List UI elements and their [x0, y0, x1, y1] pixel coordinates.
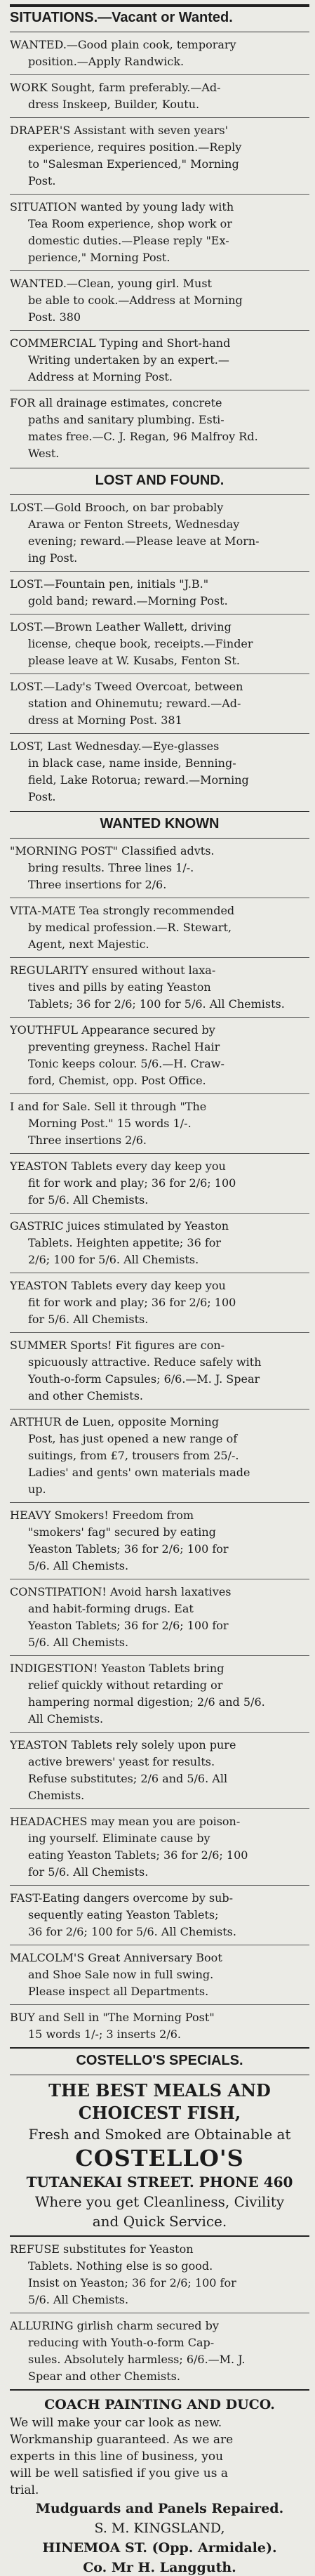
classified-ad	[10, 499, 309, 567]
classified-ad	[10, 902, 309, 953]
classified-ad	[10, 122, 309, 190]
ad-line: Post, has just opened a new range of	[28, 1432, 238, 1445]
coach-body-line: will be well satisfied if you give us a	[10, 2466, 228, 2480]
ad-line: Post.	[28, 174, 56, 188]
ad-line: to "Salesman Experienced," Morning	[28, 157, 239, 171]
lost-rule	[10, 494, 309, 495]
coach-name: S. M. KINGSLAND,	[94, 2521, 225, 2536]
classified-ad	[10, 199, 309, 266]
costello-name: COSTELLO'S	[75, 2145, 244, 2171]
ad-line: LOST.—Gold Brooch, on bar probably	[10, 501, 224, 514]
ad-line: spicuously attractive. Reduce safely with	[28, 1355, 262, 1369]
ad-separator	[10, 330, 309, 331]
classified-ad	[10, 619, 309, 669]
ad-line: All Chemists.	[28, 1712, 104, 1726]
ad-separator	[10, 1732, 309, 1733]
ad-line: Please inspect all Departments.	[28, 1985, 209, 1998]
ad-line: ing yourself. Eliminate cause by	[28, 1832, 210, 1845]
ad-line: VITA-MATE Tea strongly recommended	[10, 904, 235, 917]
ad-line: domestic duties.—Please reply "Ex-	[28, 234, 229, 247]
ad-line: reducing with Youth-o-form Cap-	[28, 2336, 215, 2349]
ad-line: mates free.—C. J. Regan, 96 Malfroy Rd.	[28, 430, 258, 443]
ad-separator	[10, 74, 309, 75]
ad-line: hampering normal digestion; 2/6 and 5/6.	[28, 1695, 265, 1709]
ad-line: Tablets. Heighten appetite; 36 for	[28, 1236, 222, 1249]
ad-line: SUMMER Sports! Fit figures are con-	[10, 1339, 225, 1352]
classified-ad	[10, 1414, 309, 1498]
classified-ad	[10, 1584, 309, 1651]
classified-ad	[10, 1813, 309, 1881]
ad-line: in black case, name inside, Benning-	[28, 756, 236, 770]
ad-line: BUY and Sell in "The Morning Post"	[10, 2011, 215, 2024]
classified-ad	[10, 335, 309, 386]
ad-line: Youth-o-form Capsules; 6/6.—M. J. Spear	[28, 1372, 260, 1386]
wanted-known-ads	[10, 843, 309, 2043]
costello-line3: Fresh and Smoked are Obtainable at	[28, 2126, 291, 2143]
classified-ad	[10, 79, 309, 113]
classified-ad	[10, 962, 309, 1013]
costello-line4: Where you get Cleanliness, Civility	[34, 2193, 285, 2210]
lost-found-ads	[10, 499, 309, 806]
ad-separator	[10, 1885, 309, 1886]
ad-separator	[10, 1502, 309, 1503]
ad-line: I and for Sale. Sell it through "The	[10, 1100, 207, 1113]
ad-line: Tonic keeps colour. 5/6.—H. Craw-	[28, 1057, 224, 1070]
ad-line: be able to cook.—Address at Morning	[28, 294, 243, 307]
ad-line: Morning Post." 15 words 1/-.	[28, 1117, 192, 1130]
ad-separator	[10, 117, 309, 118]
ad-line: paths and sanitary plumbing. Esti-	[28, 413, 224, 426]
ad-separator	[10, 1808, 309, 1809]
ad-line: bring results. Three lines 1/-.	[28, 861, 194, 874]
ad-line: MALCOLM'S Great Anniversary Boot	[10, 1951, 222, 1964]
classified-ad	[10, 395, 309, 462]
ad-line: by medical profession.—R. Stewart,	[28, 921, 232, 934]
ad-line: Three insertions for 2/6.	[28, 878, 167, 891]
ad-line: "smokers' fag" secured by eating	[28, 1525, 216, 1539]
wanted-known-title: WANTED KNOWN	[100, 816, 220, 832]
classified-ad	[10, 2318, 309, 2385]
coach-body-line: trial.	[10, 2483, 39, 2497]
ad-separator	[10, 733, 309, 734]
coach-co: Co. Mr H. Langguth.	[83, 2560, 236, 2575]
lost-found-title: LOST AND FOUND.	[95, 473, 224, 488]
ad-line: suitings, from £7, trousers from 25/-.	[28, 1449, 239, 1462]
ad-line: Arawa or Fenton Streets, Wednesday	[28, 518, 240, 531]
extra-top-rule	[10, 2235, 309, 2237]
ad-separator	[10, 957, 309, 958]
ad-line: 36 for 2/6; 100 for 5/6. All Chemists.	[28, 1925, 236, 1938]
costello-advert	[10, 2079, 309, 2231]
top-rule	[10, 4, 309, 7]
classified-ad	[10, 37, 309, 70]
ad-separator	[10, 1017, 309, 1018]
ad-line: position.—Apply Randwick.	[28, 55, 185, 68]
ad-line: please leave at W. Kusabs, Fenton St.	[28, 654, 240, 667]
ad-line: 15 words 1/-; 3 inserts 2/6.	[28, 2028, 181, 2041]
ad-line: field, Lake Rotorua; reward.—Morning	[28, 773, 249, 787]
ad-line: Yeaston Tablets; 36 for 2/6; 100 for	[28, 1542, 229, 1556]
ad-line: evening; reward.—Please leave at Morn-	[28, 534, 260, 548]
ad-line: Tablets; 36 for 2/6; 100 for 5/6. All Chemists.	[28, 997, 285, 1011]
ad-line: HEAVY Smokers! Freedom from	[10, 1509, 194, 1522]
ad-line: YEASTON Tablets every day keep you	[10, 1279, 226, 1292]
ad-line: gold band; reward.—Morning Post.	[28, 594, 228, 607]
ad-line: ing Post.	[28, 551, 78, 565]
ad-line: 5/6. All Chemists.	[28, 2293, 129, 2306]
ad-line: Ladies' and gents' own materials made	[28, 1466, 250, 1479]
extra-ads	[10, 2241, 309, 2385]
ad-line: COMMERCIAL Typing and Short-hand	[10, 336, 231, 350]
ad-separator	[10, 614, 309, 615]
ad-line: for 5/6. All Chemists.	[28, 1865, 149, 1879]
ad-line: relief quickly without retarding or	[28, 1678, 223, 1692]
costello-top-rule	[10, 2047, 309, 2049]
ad-line: eating Yeaston Tablets; 36 for 2/6; 100	[28, 1848, 248, 1862]
ad-line: FOR all drainage estimates, concrete	[10, 396, 222, 409]
coach-advert	[10, 2395, 309, 2576]
classified-ad	[10, 2241, 309, 2308]
classified-ad	[10, 738, 309, 806]
situations-title: SITUATIONS.—Vacant or Wanted.	[10, 10, 233, 25]
coach-body-line: We will make your car look as new.	[10, 2416, 222, 2430]
ad-line: Tablets. Nothing else is so good.	[28, 2259, 213, 2273]
ad-line: LOST, Last Wednesday.—Eye-glasses	[10, 740, 220, 753]
ad-line: LOST.—Lady's Tweed Overcoat, between	[10, 680, 243, 693]
ad-line: Writing undertaken by an expert.—	[28, 353, 229, 367]
coach-tagline: Mudguards and Panels Repaired.	[35, 2501, 284, 2516]
ad-line: Insist on Yeaston; 36 for 2/6; 100 for	[28, 2276, 236, 2289]
situations-ads	[10, 37, 309, 462]
classified-ad	[10, 1158, 309, 1209]
ad-line: West.	[28, 447, 60, 460]
ad-line: dress Inskeep, Builder, Koutu.	[28, 98, 200, 111]
coach-body	[10, 2414, 309, 2499]
ad-line: LOST.—Fountain pen, initials "J.B."	[10, 577, 209, 591]
classified-ad	[10, 1277, 309, 1328]
classified-ad	[10, 1337, 309, 1405]
ad-line: 2/6; 100 for 5/6. All Chemists.	[28, 1253, 199, 1266]
costello-line2: CHOICEST FISH,	[78, 2103, 241, 2123]
wanted-rule	[10, 838, 309, 839]
ad-separator	[10, 1213, 309, 1214]
ad-line: tives and pills by eating Yeaston	[28, 980, 211, 994]
ad-line: Chemists.	[28, 1789, 85, 1802]
ad-line: WANTED.—Clean, young girl. Must	[10, 277, 212, 290]
ad-line: Post.	[28, 790, 56, 803]
classified-ad	[10, 1950, 309, 2000]
classified-ad	[10, 275, 309, 326]
ad-separator	[10, 673, 309, 674]
ad-line: up.	[28, 1483, 46, 1496]
classified-ad	[10, 1098, 309, 1149]
ad-separator	[10, 571, 309, 572]
ad-line: dress at Morning Post. 381	[28, 714, 182, 727]
costello-line5: and Quick Service.	[92, 2213, 227, 2230]
ad-line: station and Ohinemutu; reward.—Ad-	[28, 697, 241, 710]
ad-line: for 5/6. All Chemists.	[28, 1193, 149, 1207]
ad-line: for 5/6. All Chemists.	[28, 1313, 149, 1326]
ad-line: and Shoe Sale now in full swing.	[28, 1968, 214, 1981]
ad-separator	[10, 2004, 309, 2005]
ad-line: SITUATION wanted by young lady with	[10, 200, 234, 213]
ad-line: active brewers' yeast for results.	[28, 1755, 215, 1768]
classified-ad	[10, 1660, 309, 1728]
ad-line: Address at Morning Post.	[28, 370, 173, 383]
ad-line: 5/6. All Chemists.	[28, 1559, 129, 1572]
ad-line: LOST.—Brown Leather Wallett, driving	[10, 620, 232, 633]
classified-ad	[10, 1890, 309, 1940]
ad-line: and habit-forming drugs. Eat	[28, 1602, 194, 1615]
ad-line: sequently eating Yeaston Tablets;	[28, 1908, 219, 1921]
ad-line: GASTRIC juices stimulated by Yeaston	[10, 1219, 229, 1233]
costello-title: COSTELLO'S SPECIALS.	[76, 2053, 243, 2068]
classified-ad	[10, 1737, 309, 1804]
costello-street: TUTANEKAI STREET. PHONE 460	[26, 2174, 293, 2190]
coach-top-rule	[10, 2389, 309, 2391]
ad-line: 5/6. All Chemists.	[28, 1636, 129, 1649]
classified-ad	[10, 1022, 309, 1089]
ad-line: FAST-Eating dangers overcome by sub-	[10, 1891, 234, 1905]
coach-title: COACH PAINTING AND DUCO.	[44, 2397, 275, 2412]
ad-line: fit for work and play; 36 for 2/6; 100	[28, 1176, 236, 1190]
ad-separator	[10, 1655, 309, 1656]
ad-line: DRAPER'S Assistant with seven years'	[10, 124, 228, 137]
ad-line: ALLURING girlish charm secured by	[10, 2319, 219, 2332]
coach-body-line: Workmanship guaranteed. As we are	[10, 2433, 234, 2447]
ad-line: WORK Sought, farm preferably.—Ad-	[10, 81, 221, 94]
ad-line: Tea Room experience, shop work or	[28, 217, 232, 230]
coach-body-line: experts in this line of business, you	[10, 2450, 224, 2464]
ad-line: license, cheque book, receipts.—Finder	[28, 637, 253, 650]
ad-line: fit for work and play; 36 for 2/6; 100	[28, 1296, 236, 1309]
ad-separator	[10, 194, 309, 195]
ad-line: WANTED.—Good plain cook, temporary	[10, 38, 236, 51]
ad-line: REGULARITY ensured without laxa-	[10, 964, 216, 977]
ad-line: YOUTHFUL Appearance secured by	[10, 1023, 215, 1037]
wanted-top-rule	[10, 811, 309, 812]
ad-line: Post. 380	[28, 310, 81, 324]
ad-line: CONSTIPATION! Avoid harsh laxatives	[10, 1585, 232, 1598]
ad-line: "MORNING POST" Classified advts.	[10, 844, 215, 857]
coach-address: HINEMOA ST. (Opp. Armidale).	[42, 2540, 277, 2556]
classified-ad	[10, 678, 309, 729]
classified-ad	[10, 1218, 309, 1268]
ad-line: YEASTON Tablets rely solely upon pure	[10, 1738, 236, 1752]
classified-ad	[10, 2009, 309, 2043]
ad-line: Refuse substitutes; 2/6 and 5/6. All	[28, 1772, 228, 1785]
ad-line: Yeaston Tablets; 36 for 2/6; 100 for	[28, 1619, 229, 1632]
ad-line: ARTHUR de Luen, opposite Morning	[10, 1415, 219, 1428]
ad-line: HEADACHES may mean you are poison-	[10, 1815, 241, 1828]
ad-separator	[10, 1093, 309, 1094]
classified-ad	[10, 843, 309, 893]
ad-line: Three insertions 2/6.	[28, 1133, 147, 1147]
ad-line: sules. Absolutely harmless; 6/6.—M. J.	[28, 2353, 246, 2366]
classified-ad	[10, 576, 309, 610]
ad-line: ford, Chemist, opp. Post Office.	[28, 1074, 206, 1087]
ad-line: YEASTON Tablets every day keep you	[10, 1159, 226, 1173]
ad-line: REFUSE substitutes for Yeaston	[10, 2242, 194, 2256]
ad-separator	[10, 270, 309, 271]
ad-line: perience," Morning Post.	[28, 251, 170, 264]
ad-separator	[10, 1153, 309, 1154]
ad-line: and other Chemists.	[28, 1389, 143, 1402]
ad-line: INDIGESTION! Yeaston Tablets bring	[10, 1662, 224, 1675]
ad-separator	[10, 1332, 309, 1333]
ad-line: Spear and other Chemists.	[28, 2370, 180, 2383]
costello-line1: THE BEST MEALS AND	[48, 2080, 271, 2101]
ad-line: experience, requires position.—Reply	[28, 140, 242, 154]
classified-ad	[10, 1507, 309, 1575]
ad-line: preventing greyness. Rachel Hair	[28, 1040, 220, 1053]
ad-line: Agent, next Majestic.	[28, 938, 149, 951]
